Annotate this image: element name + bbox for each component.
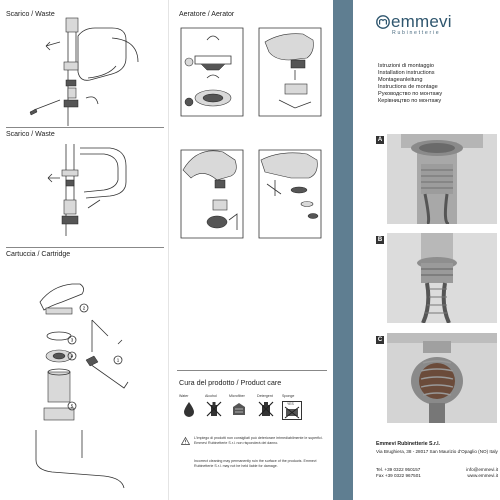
company-web[interactable]: www.emmevi.it [467, 473, 498, 478]
step-a-photo [387, 134, 497, 224]
warning-text-en: Incorrect cleaning may permanently ruin the surface of the products. Emmevi Rubinetterie S.r.l. may not be held liable for damage. [194, 459, 317, 468]
step-badge-a: A [377, 137, 383, 143]
cartridge-step-4: 4 [70, 353, 74, 359]
contact-row-2 [376, 473, 498, 479]
care-label-sponge: Sponge [282, 394, 295, 398]
cartridge-step-1: 1 [116, 357, 120, 363]
company-tel: Tel. +39 0322 950157 [376, 467, 421, 472]
divider [177, 370, 327, 371]
waste-section-title-top: Scarico / Waste [6, 11, 55, 18]
aerator-diagram-1 [177, 22, 249, 122]
warning-icon [181, 437, 190, 445]
divider [6, 247, 164, 248]
detergent-icon [258, 401, 274, 417]
care-label-detergent: Detergent [257, 394, 273, 398]
cartridge-step-3: 3 [70, 337, 74, 343]
bottle-icon [206, 401, 222, 417]
cartridge-diagram [0, 260, 168, 500]
step-badge-c: C [377, 337, 383, 343]
step-badge-b: B [377, 237, 383, 243]
aerator-section-title: Aeratore / Aerator [179, 11, 235, 18]
company-fax: Fax +39 0322 967501 [376, 473, 421, 478]
cloth-icon [231, 401, 247, 417]
brand-subtitle: Rubinetterie [392, 30, 441, 36]
middle-column [168, 0, 334, 500]
cartridge-step-5: 5 [70, 403, 74, 409]
care-label-water: Water [179, 394, 189, 398]
aerator-diagram-4 [255, 144, 327, 244]
warning-text-it: L'impiego di prodotti non consigliati può deteriorare irrimediabilmente le superfici. Emmevi Rubinetterie S.r.l. non risponderà dei danno. [194, 436, 323, 445]
sponge-yes-label: YES [287, 402, 294, 406]
care-label-alcohol: Alcohol [205, 394, 217, 398]
company-name: Emmevi Rubinetterie S.r.l. [376, 441, 440, 447]
sponge-icon [285, 407, 299, 418]
instruction-title-de: Montageanleitung [378, 77, 423, 83]
cartridge-step-2: 2 [82, 305, 86, 311]
spine-bar [333, 0, 353, 500]
waste-diagram-mid [0, 140, 168, 240]
waste-diagram-top [0, 18, 168, 130]
instruction-title-it: Istruzioni di montaggio [378, 63, 434, 69]
step-b-photo [387, 233, 497, 323]
instruction-title-en: Installation instructions [378, 70, 435, 76]
instructions-title-list [378, 63, 442, 105]
brand-name: emmevi [391, 12, 452, 31]
divider [6, 127, 164, 128]
company-address: Via Brughiera, 38 - 28017 San Maurizio d'Opaglio (NO) Italy [376, 449, 498, 454]
sponge-box [282, 401, 302, 420]
cartridge-section-title: Cartuccia / Cartridge [6, 251, 71, 258]
left-column [0, 0, 168, 500]
step-c-photo [387, 333, 497, 423]
product-care-title: Cura del prodotto / Product care [179, 378, 282, 387]
company-email[interactable]: info@emmevi.it [466, 467, 498, 472]
instruction-title-fr: Instructions de montage [378, 84, 438, 90]
drop-icon [181, 401, 197, 417]
aerator-diagram-3 [177, 144, 249, 244]
aerator-diagram-2 [255, 22, 327, 122]
brand-logo-icon [376, 13, 390, 31]
instruction-title-uk: Керівництво по монтажу [378, 98, 442, 104]
waste-section-title-mid: Scarico / Waste [6, 131, 55, 138]
care-label-microfiber: Microfiber [229, 394, 245, 398]
instruction-title-ru: Руководство по монтажу [378, 91, 443, 97]
company-info [376, 441, 498, 479]
